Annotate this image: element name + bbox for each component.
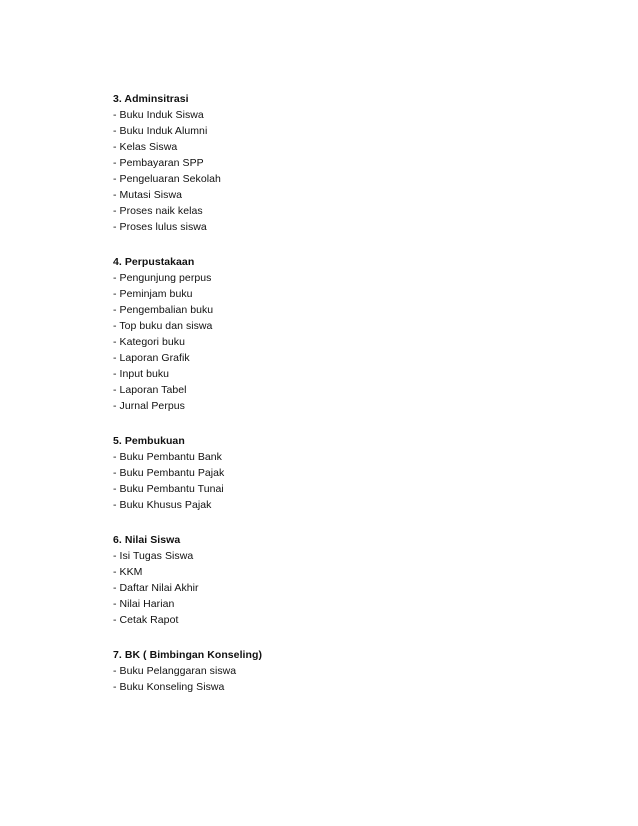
section-pembukuan (113, 433, 593, 513)
list-item: - Laporan Tabel (113, 384, 187, 396)
section-heading: 7. BK ( Bimbingan Konseling) (113, 649, 262, 661)
section-administrasi (113, 91, 593, 235)
list-item: - Laporan Grafik (113, 352, 190, 364)
list-item: - Buku Pembantu Bank (113, 451, 222, 463)
list-item: - KKM (113, 566, 143, 578)
list-item: - Cetak Rapot (113, 614, 179, 626)
list-item: - Pengunjung perpus (113, 272, 212, 284)
list-item: - Jurnal Perpus (113, 400, 185, 412)
list-item: - Pembayaran SPP (113, 157, 204, 169)
list-item: - Nilai Harian (113, 598, 175, 610)
section-bimbingan-konseling (113, 647, 593, 695)
list-item: - Kelas Siswa (113, 141, 178, 153)
list-item: - Pengeluaran Sekolah (113, 173, 221, 185)
list-item: - Isi Tugas Siswa (113, 550, 194, 562)
list-item: - Pengembalian buku (113, 304, 214, 316)
list-item: - Buku Pembantu Pajak (113, 467, 225, 479)
list-item: - Proses lulus siswa (113, 221, 207, 233)
list-item: - Buku Pembantu Tunai (113, 483, 224, 495)
section-heading: 6. Nilai Siswa (113, 534, 181, 546)
section-nilai-siswa (113, 532, 593, 628)
list-item: - Kategori buku (113, 336, 185, 348)
list-item: - Buku Konseling Siswa (113, 681, 225, 693)
list-item: - Peminjam buku (113, 288, 193, 300)
section-heading: 5. Pembukuan (113, 435, 185, 447)
section-heading: 4. Perpustakaan (113, 256, 195, 268)
section-heading: 3. Adminsitrasi (113, 93, 189, 105)
section-perpustakaan (113, 254, 593, 414)
list-item: - Proses naik kelas (113, 205, 203, 217)
list-item: - Top buku dan siswa (113, 320, 213, 332)
list-item: - Input buku (113, 368, 170, 380)
list-item: - Daftar Nilai Akhir (113, 582, 199, 594)
list-item: - Buku Induk Siswa (113, 109, 204, 121)
document-page (113, 91, 593, 714)
list-item: - Buku Pelanggaran siswa (113, 665, 237, 677)
list-item: - Buku Induk Alumni (113, 125, 208, 137)
list-item: - Buku Khusus Pajak (113, 499, 212, 511)
list-item: - Mutasi Siswa (113, 189, 182, 201)
